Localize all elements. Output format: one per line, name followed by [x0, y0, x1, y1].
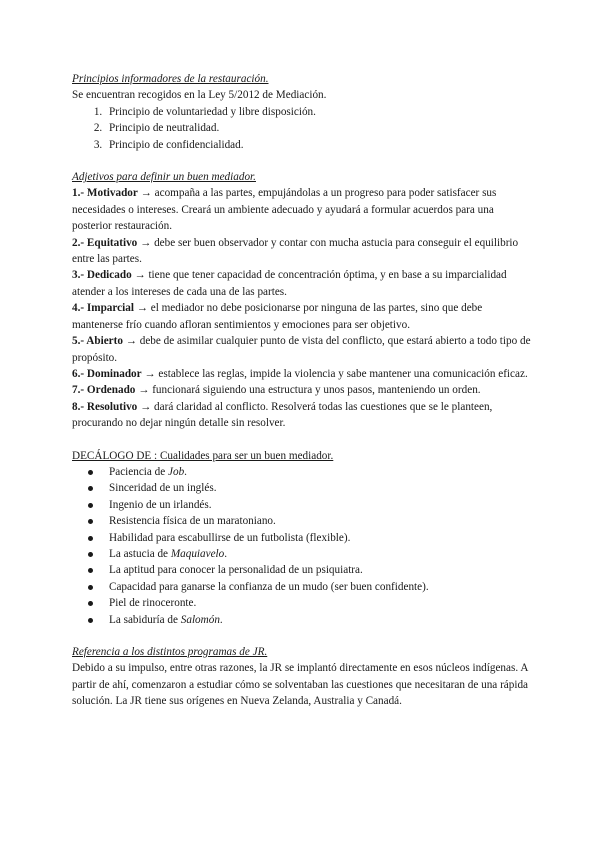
adjective-term: 8.- Resolutivo	[72, 400, 138, 413]
adjective-text: → funcionará siguiendo una estructura y unos pasos, manteniendo un orden.	[135, 384, 481, 397]
list-item	[72, 333, 534, 366]
section-heading-principios: Principios informadores de la restauración.	[72, 73, 269, 85]
list-item: 1. Principio de voluntariedad y libre disposición.	[105, 104, 534, 120]
emphasis: Maquiavelo	[170, 547, 225, 560]
list-item: 2. Principio de neutralidad.	[105, 120, 534, 136]
adjective-text: → tiene que tener capacidad de concentración óptima, y en base a su imparcialidad atender a los intereses de cada una de las partes.	[72, 269, 507, 298]
emphasis: Salomón	[180, 613, 220, 626]
list-item: 3. Principio de confidencialidad.	[105, 137, 534, 153]
principles-list	[72, 104, 534, 153]
adjective-text: → establece las reglas, impide la violencia y sabe mantener una comunicación eficaz.	[141, 367, 528, 380]
adjective-text: → debe ser buen observador y contar con mucha astucia para conseguir el equilibrio entre las partes.	[72, 236, 519, 266]
list-item	[72, 382, 534, 398]
list-item	[72, 366, 534, 382]
list-item	[72, 267, 534, 300]
section-intro: Se encuentran recogidos en la Ley 5/2012 de Mediación.	[72, 89, 327, 102]
list-item: Piel de rinoceronte.	[105, 595, 534, 611]
adjective-text: → debe de asimilar cualquier punto de vista del conflicto, que estará abierto a todo tipo de propósito.	[72, 335, 531, 364]
list-item: Sinceridad de un inglés.	[105, 480, 534, 496]
adjectives-list	[72, 185, 534, 431]
adjective-term: 5.- Abierto	[72, 335, 123, 348]
list-item: La astucia de Maquiavelo.	[105, 546, 534, 562]
list-item	[72, 185, 534, 234]
decalogue-list	[72, 464, 534, 628]
emphasis: Job	[168, 465, 185, 478]
list-item: Ingenio de un irlandés.	[105, 497, 534, 513]
list-item	[72, 399, 534, 432]
adjective-term: 1.- Motivador	[72, 187, 138, 200]
section-heading-decalogo: DECÁLOGO DE : Cualidades para ser un buen mediador.	[72, 449, 334, 462]
list-item: Paciencia de Job.	[105, 464, 534, 480]
adjective-term: 7.- Ordenado	[72, 384, 136, 397]
adjective-term: 4.- Imparcial	[72, 302, 134, 315]
list-item	[72, 300, 534, 333]
list-item	[72, 235, 534, 268]
list-item: La aptitud para conocer la personalidad de un psiquiatra.	[105, 562, 534, 578]
list-item: Capacidad para ganarse la confianza de un mudo (ser buen confidente).	[105, 579, 534, 595]
adjective-term: 3.- Dedicado	[72, 269, 132, 282]
adjective-term: 6.- Dominador	[72, 367, 142, 380]
section-heading-referencia: Referencia a los distintos programas de JR.	[72, 646, 268, 658]
document-page	[72, 71, 534, 710]
section-heading-adjetivos: Adjetivos para definir un buen mediador.	[72, 171, 256, 184]
list-item: Habilidad para escabullirse de un futbolista (flexible).	[105, 530, 534, 546]
adjective-term: 2.- Equitativo	[72, 236, 138, 249]
section-body: Debido a su impulso, entre otras razones, la JR se implantó directamente en esos núcleos indígenas. A partir de ahí, comenzaron a estudiar cómo se solventaban las cuestiones que necesitaran de una rápida solución. La JR tiene sus orígenes en Nueva Zelanda, Australia y Canadá.	[72, 662, 529, 708]
adjective-text: → acompaña a las partes, empujándolas a un progreso para poder satisfacer sus necesidades o intereses. Creará un ambiente adecuado y ayudará a formular acuerdos para una posterior restauración.	[72, 187, 497, 233]
adjective-text: → el mediador no debe posicionarse por ninguna de las partes, sino que debe mantenerse frío cuando afloran sentimientos y emociones para ser objetivo.	[72, 302, 483, 331]
list-item: La sabiduría de Salomón.	[105, 612, 534, 628]
adjective-text: → dará claridad al conflicto. Resolverá todas las cuestiones que se le planteen, procurando no dejar ningún detalle sin resolver.	[72, 400, 493, 430]
list-item: Resistencia física de un maratoniano.	[105, 513, 534, 529]
